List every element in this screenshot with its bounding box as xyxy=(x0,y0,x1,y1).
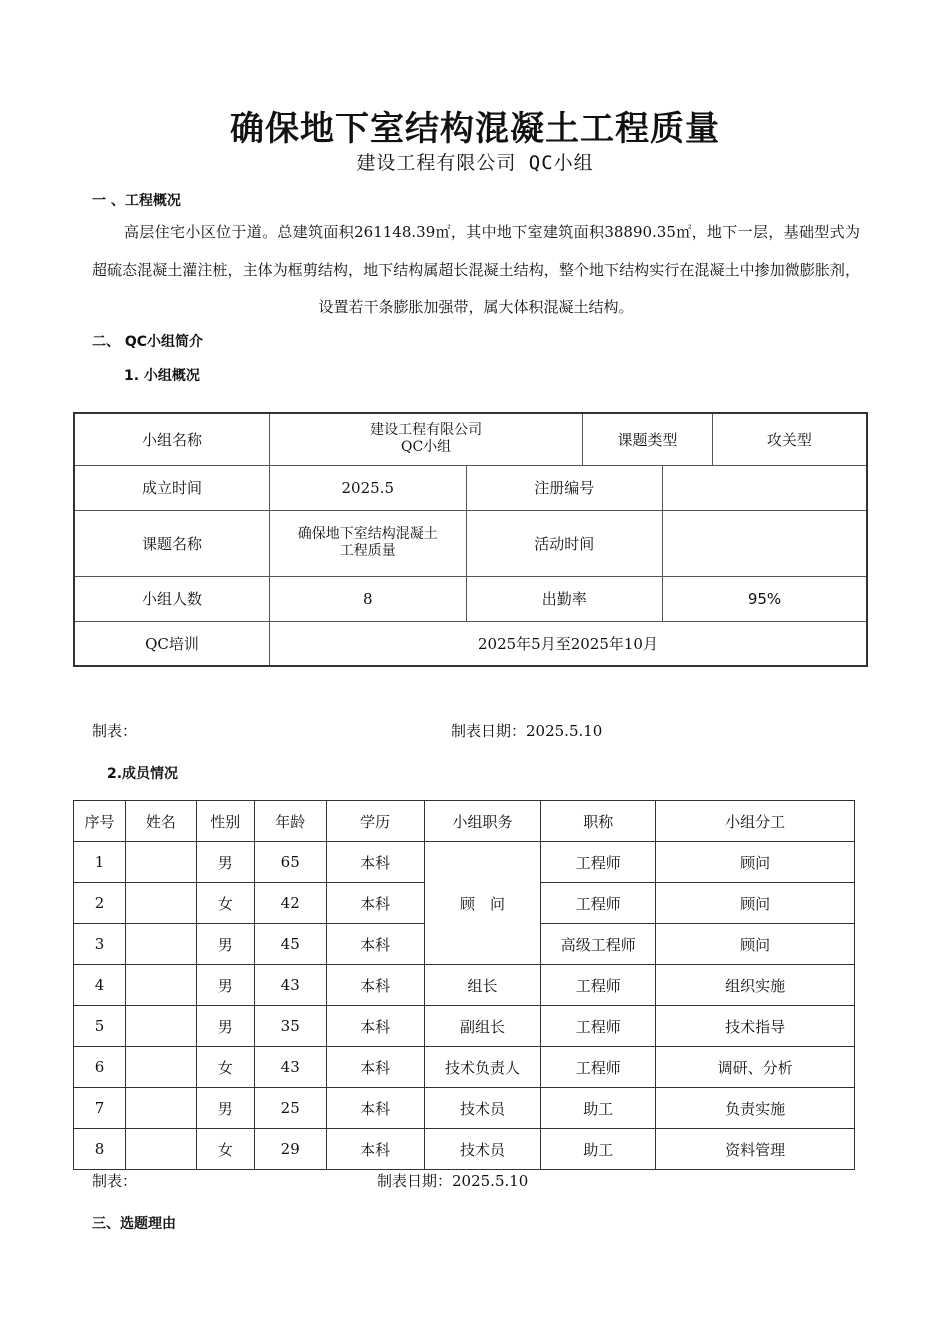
activity-time-label: 活动时间 xyxy=(466,510,662,576)
topic-name-label: 课题名称 xyxy=(74,510,269,576)
header-task: 小组分工 xyxy=(656,801,855,842)
cell-task: 资料管理 xyxy=(656,1129,855,1170)
attendance-value: 95% xyxy=(662,576,867,621)
table-maker-label: 制表： xyxy=(92,722,138,740)
topic-name-line1: 确保地下室结构混凝土 xyxy=(297,526,438,542)
cell-no: 8 xyxy=(74,1129,126,1170)
table-row xyxy=(74,842,855,883)
cell-group-role: 组长 xyxy=(424,965,541,1006)
cell-task: 调研、分析 xyxy=(656,1047,855,1088)
cell-advisor-role: 顾 问 xyxy=(424,842,541,965)
cell-no: 5 xyxy=(74,1006,126,1047)
table-row xyxy=(74,965,855,1006)
cell-no: 3 xyxy=(74,924,126,965)
cell-title: 工程师 xyxy=(541,883,656,924)
topic-name-line2: 工程质量 xyxy=(339,543,396,559)
group-name-line1: 建设工程有限公司 xyxy=(370,422,483,439)
cell-age: 35 xyxy=(254,1006,326,1047)
table-row xyxy=(74,1047,855,1088)
header-age: 年龄 xyxy=(254,801,326,842)
cell-age: 42 xyxy=(254,883,326,924)
header-sex: 性别 xyxy=(196,801,254,842)
cell-age: 43 xyxy=(254,1047,326,1088)
training-value: 2025年5月至2025年10月 xyxy=(269,621,867,666)
cell-name xyxy=(125,1047,196,1088)
cell-education: 本科 xyxy=(326,965,424,1006)
cell-name xyxy=(125,1006,196,1047)
page-title: 确保地下室结构混凝土工程质量 xyxy=(230,109,720,149)
cell-no: 4 xyxy=(74,965,126,1006)
cell-education: 本科 xyxy=(326,842,424,883)
cell-group-role: 技术员 xyxy=(424,1088,541,1129)
cell-age: 65 xyxy=(254,842,326,883)
cell-age: 43 xyxy=(254,965,326,1006)
cell-no: 6 xyxy=(74,1047,126,1088)
cell-task: 顾问 xyxy=(656,842,855,883)
cell-name xyxy=(125,842,196,883)
topic-type-label: 课题类型 xyxy=(583,413,713,465)
header-group-role: 小组职务 xyxy=(424,801,541,842)
cell-sex: 女 xyxy=(196,1047,254,1088)
cell-group-role: 技术员 xyxy=(424,1129,541,1170)
cell-task: 技术指导 xyxy=(656,1006,855,1047)
cell-name xyxy=(125,883,196,924)
table-row xyxy=(74,1088,855,1129)
topic-name-value xyxy=(269,510,466,576)
cell-sex: 男 xyxy=(196,842,254,883)
cell-task: 顾问 xyxy=(656,883,855,924)
cell-task: 顾问 xyxy=(656,924,855,965)
table-maker-label-2: 制表： xyxy=(92,1172,138,1190)
table-date-2: 制表日期：2025.5.10 xyxy=(377,1172,529,1190)
cell-task: 组织实施 xyxy=(656,965,855,1006)
page-subtitle: 建设工程有限公司 QC小组 xyxy=(356,152,594,174)
cell-age: 29 xyxy=(254,1129,326,1170)
cell-title: 助工 xyxy=(541,1088,656,1129)
table-row xyxy=(74,1129,855,1170)
activity-time-value xyxy=(662,510,867,576)
cell-age: 25 xyxy=(254,1088,326,1129)
attendance-label: 出勤率 xyxy=(466,576,662,621)
cell-education: 本科 xyxy=(326,883,424,924)
cell-sex: 男 xyxy=(196,965,254,1006)
cell-sex: 女 xyxy=(196,883,254,924)
cell-education: 本科 xyxy=(326,924,424,965)
group-name-line2: QC小组 xyxy=(400,439,452,456)
subheading-group-overview: 1. 小组概况 xyxy=(124,368,200,384)
cell-title: 助工 xyxy=(541,1129,656,1170)
header-education: 学历 xyxy=(326,801,424,842)
cell-title: 工程师 xyxy=(541,842,656,883)
section-heading-overview: 一 、工程概况 xyxy=(92,193,181,209)
cell-name xyxy=(125,924,196,965)
training-label: QC培训 xyxy=(74,621,269,666)
cell-no: 1 xyxy=(74,842,126,883)
cell-education: 本科 xyxy=(326,1047,424,1088)
cell-sex: 男 xyxy=(196,1006,254,1047)
cell-no: 2 xyxy=(74,883,126,924)
cell-education: 本科 xyxy=(326,1088,424,1129)
members-count-value: 8 xyxy=(269,576,466,621)
cell-no: 7 xyxy=(74,1088,126,1129)
cell-title: 工程师 xyxy=(541,1047,656,1088)
header-no: 序号 xyxy=(74,801,126,842)
reg-no-label: 注册编号 xyxy=(466,465,662,510)
cell-group-role: 副组长 xyxy=(424,1006,541,1047)
reg-no-value xyxy=(662,465,867,510)
cell-sex: 女 xyxy=(196,1129,254,1170)
section-heading-topic-reason: 三、选题理由 xyxy=(92,1216,176,1232)
subheading-members: 2.成员情况 xyxy=(107,766,179,782)
cell-name xyxy=(125,1088,196,1129)
header-name: 姓名 xyxy=(125,801,196,842)
table-row xyxy=(74,1006,855,1047)
cell-age: 45 xyxy=(254,924,326,965)
topic-type-value: 攻关型 xyxy=(712,413,867,465)
cell-education: 本科 xyxy=(326,1129,424,1170)
group-overview-table xyxy=(73,412,868,667)
cell-title: 工程师 xyxy=(541,965,656,1006)
table-date: 制表日期：2025.5.10 xyxy=(451,722,603,740)
cell-name xyxy=(125,965,196,1006)
cell-name xyxy=(125,1129,196,1170)
project-overview-paragraph: 高层住宅小区位于道。总建筑面积261148.39㎡，其中地下室建筑面积38890.35㎡，地下一层，基础型式为超硫态混凝土灌注桩，主体为框剪结构，地下结构属超长混凝土结构，整个地下结构实行在混凝土中掺加微膨胀剂，设置若干条膨胀加强带，属大体积混凝土结构。 xyxy=(92,223,860,316)
cell-group-role: 技术负责人 xyxy=(424,1047,541,1088)
members-count-label: 小组人数 xyxy=(74,576,269,621)
members-table xyxy=(73,800,855,1170)
header-title: 职称 xyxy=(541,801,656,842)
founded-label: 成立时间 xyxy=(74,465,269,510)
group-name-value xyxy=(269,413,582,465)
cell-title: 工程师 xyxy=(541,1006,656,1047)
cell-sex: 男 xyxy=(196,1088,254,1129)
cell-task: 负责实施 xyxy=(656,1088,855,1129)
cell-sex: 男 xyxy=(196,924,254,965)
group-name-label: 小组名称 xyxy=(74,413,269,465)
section-heading-qc-intro: 二、 QC小组简介 xyxy=(92,334,204,350)
founded-value: 2025.5 xyxy=(269,465,466,510)
cell-education: 本科 xyxy=(326,1006,424,1047)
cell-title: 高级工程师 xyxy=(541,924,656,965)
